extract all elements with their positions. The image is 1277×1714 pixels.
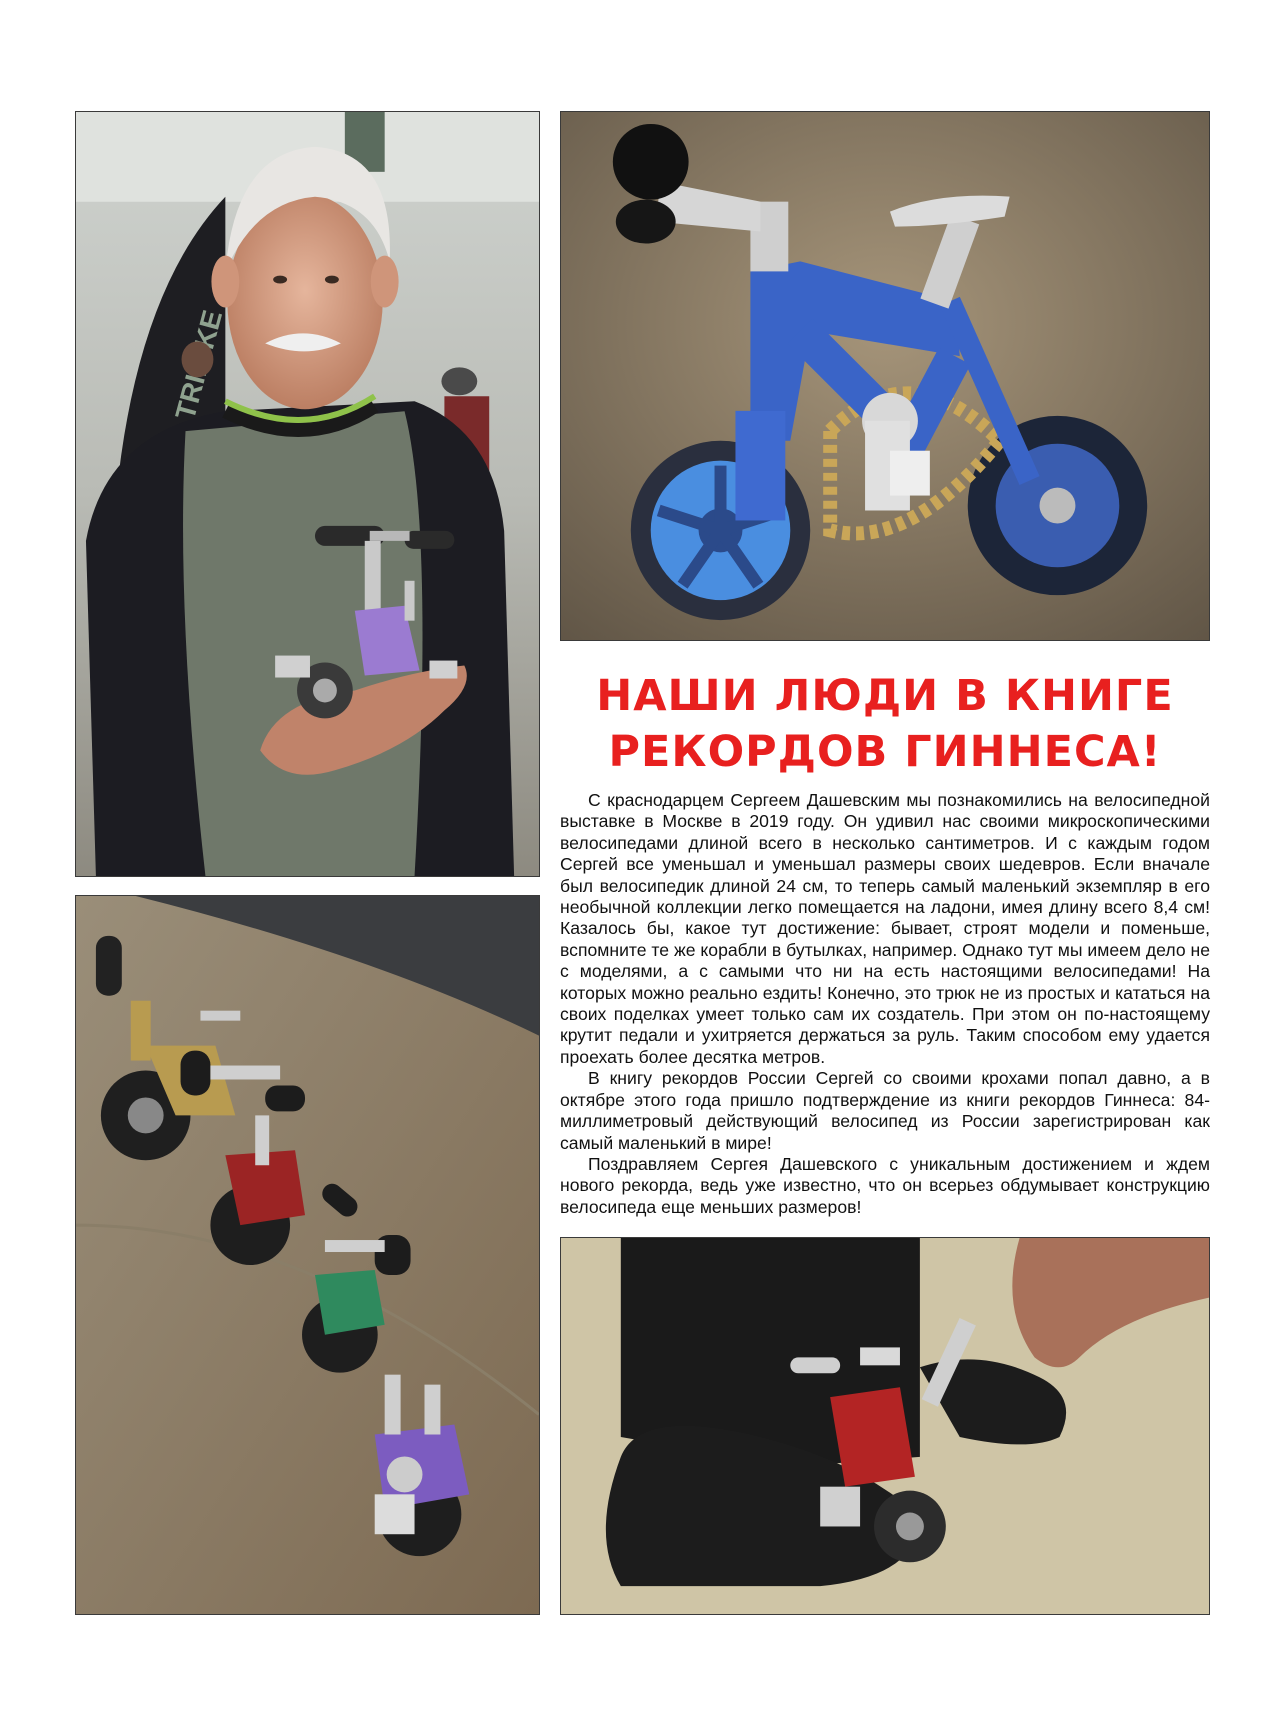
headline-line-2: РЕКОРДОВ ГИННЕСА!	[608, 727, 1162, 777]
article-body	[560, 790, 1210, 1218]
headline-line-1: НАШИ ЛЮДИ В КНИГЕ	[596, 671, 1174, 721]
article-headline	[560, 668, 1210, 780]
photo-man-holding-bicycle	[75, 111, 540, 877]
photo-blue-bicycle	[560, 111, 1210, 641]
article-paragraph-3: Поздравляем Сергея Дашевского с уникальным достижением и ждем нового рекорда, ведь уже известно, что он всерьез обдумывает конструкцию велосипеда еще меньших размеров!	[560, 1153, 1210, 1217]
article-paragraph-2: В книгу рекордов России Сергей со своими крохами попал давно, а в октябре этого года пришло подтверждение из книги рекордов Гиннеса: 84-миллиметровый действующий велосипед из России зарегистрирован как самый маленький в мире!	[560, 1068, 1210, 1153]
article-paragraph-1: С краснодарцем Сергеем Дашевским мы познакомились на велосипедной выставке в Москве в 2019 году. Он удивил нас своими микроскопическими велосипедами длиной всего в несколько сантиметров. И с каждым годом Сергей все уменьшал и уменьшал размеры своих шедевров. Если вначале был велосипедик длиной 24 см, то теперь самый маленький экземпляр в его необычной коллекции легко помещается на ладони, имея длину всего 8,4 см! Казалось бы, какое тут достижение: бывает, строят модели и поменьше, вспомните те же корабли в бутылках, например. Однако тут мы имеем дело не с моделями, а с самыми что ни на есть настоящими велосипедами! На которых можно реально ездить! Конечно, это трюк не из простых и кататься на своих поделках умеет только сам их создатель. При этом он по-настоящему крутит педали и ухитряется держаться за руль. Таким способом ему удается проехать более десятка метров.	[560, 790, 1210, 1067]
photo-row-of-bicycles	[75, 895, 540, 1615]
photo-bicycle-and-shoes	[560, 1237, 1210, 1615]
